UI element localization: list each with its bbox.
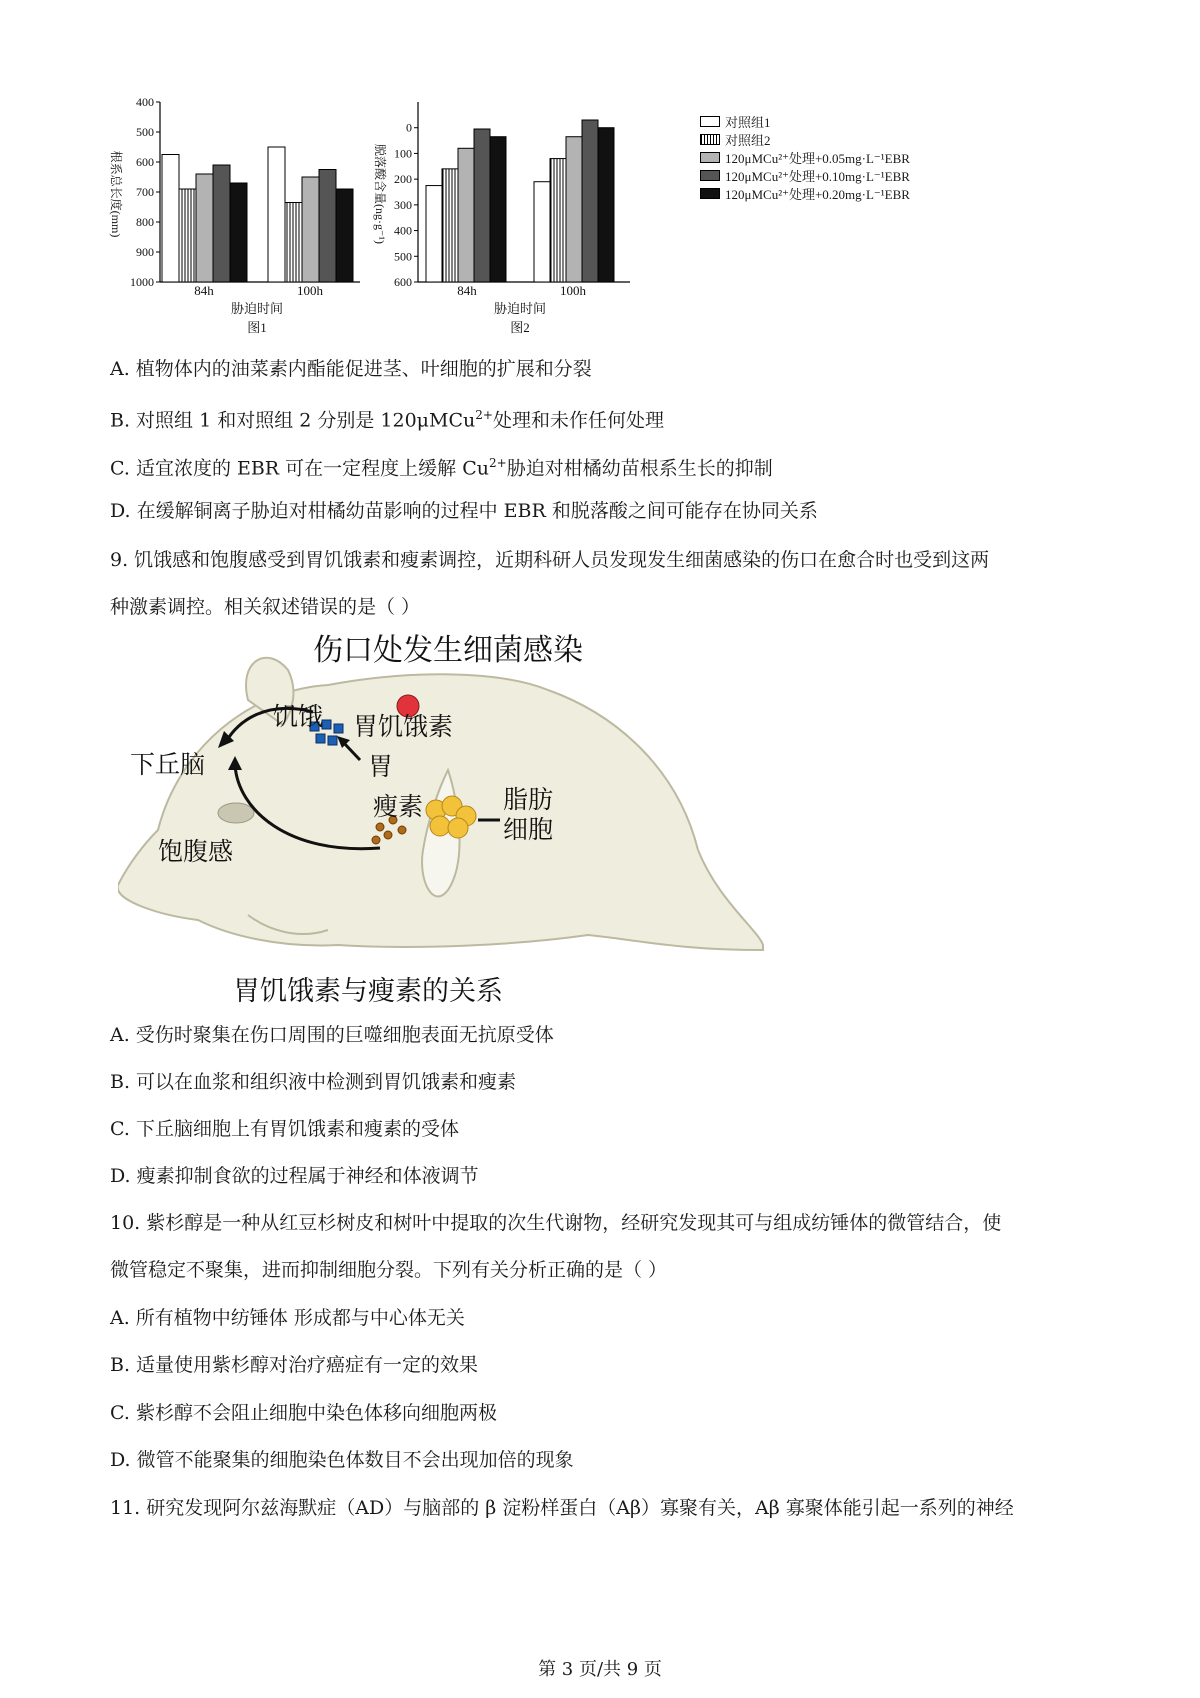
fig1-xlabel: 胁迫时间 [230, 301, 284, 316]
legend-label: 对照组1 [725, 114, 771, 130]
fig1-bar-control-1 [162, 155, 179, 283]
q9-stem-line-1: 9. 饥饿感和饱腹感受到胃饥饿素和瘦素调控，近期科研人员发现发生细菌感染的伤口在愈合时也受到这两 [110, 549, 990, 571]
legend-swatch-control-1 [700, 116, 720, 127]
label-satiety: 饱腹感 [158, 837, 234, 866]
fig1-bar-ebr-020 [336, 189, 353, 282]
fig2-bar-ebr-005 [458, 148, 474, 282]
q8-option-d: D. 在缓解铜离子胁迫对柑橘幼苗影响的过程中 EBR 和脱落酸之间可能存在协同关系 [110, 500, 818, 522]
figure-caption: 胃饥饿素与瘦素的关系 [233, 976, 503, 1007]
legend-label: 120μMCu²⁺处理+0.10mg·L⁻¹EBR [725, 168, 910, 184]
fig2-ytick-label: 500 [394, 249, 412, 264]
q9-option-a: A. 受伤时聚集在伤口周围的巨噬细胞表面无抗原受体 [110, 1024, 554, 1046]
q10-option-a: A. 所有植物中纺锤体 形成都与中心体无关 [110, 1307, 465, 1329]
fig2-ytick-label: 100 [394, 146, 412, 161]
legend-swatch-ebr-010 [700, 170, 720, 181]
fig2-ytick-label: 600 [394, 275, 412, 289]
fig2-chart [373, 102, 630, 335]
q8-option-c-text-end: 胁迫对柑橘幼苗根系生长的抑制 [506, 457, 773, 480]
fig2-category-label-2: 100h [560, 283, 586, 298]
label-ghrelin: 胃饥饿素 [353, 712, 454, 741]
fig1-ytick-label: 500 [136, 125, 154, 139]
fig1-bar-ebr-005 [302, 177, 319, 282]
fig2-ytick-label: 0 [406, 120, 412, 135]
q8-option-c-text: C. 适宜浓度的 EBR 可在一定程度上缓解 Cu [110, 457, 489, 480]
fig2-xlabel: 胁迫时间 [493, 301, 547, 316]
fig2-bar-control-1 [426, 186, 442, 282]
fig1-caption: 图1 [247, 320, 267, 335]
fig1-ytick-label: 600 [136, 155, 154, 169]
fig2-ytick-label: 200 [394, 172, 412, 187]
label-fat-cell-1: 脂肪 [503, 785, 554, 814]
legend-label: 120μMCu²⁺处理+0.05mg·L⁻¹EBR [725, 150, 910, 166]
fig1-ytick-label: 900 [136, 245, 154, 259]
chart-legend [700, 112, 910, 202]
legend-swatch-ebr-020 [700, 188, 720, 199]
fig1-bar-control-1 [268, 147, 285, 282]
rat-hormone-figure [118, 630, 768, 1010]
fig1-ytick-label: 800 [136, 215, 154, 229]
fig1-bar-ebr-010 [213, 165, 230, 282]
fig2-ytick-label: 400 [394, 223, 412, 238]
label-hunger: 饥饿 [273, 702, 324, 731]
figure-title: 伤口处发生细菌感染 [313, 633, 583, 668]
fig1-ytick-label: 1000 [130, 275, 154, 289]
fig2-ytick-label: 300 [394, 197, 412, 212]
page-footer: 第 3 页/共 9 页 [538, 1659, 662, 1680]
q9-option-b: B. 可以在血浆和组织液中检测到胃饥饿素和瘦素 [110, 1071, 517, 1093]
fig2-category-label-1: 84h [457, 283, 477, 298]
fig1-bar-ebr-005 [196, 174, 213, 282]
q10-option-c: C. 紫杉醇不会阻止细胞中染色体移向细胞两极 [110, 1402, 497, 1424]
fig2-bar-control-1 [534, 182, 550, 282]
fig1-chart [109, 95, 360, 335]
fig2-bar-ebr-005 [566, 137, 582, 282]
label-stomach: 胃 [368, 752, 394, 781]
fig1-bar-ebr-010 [319, 170, 336, 283]
q8-option-c [110, 450, 773, 481]
label-fat-cell-2: 细胞 [503, 815, 554, 844]
q8-option-b-text: B. 对照组 1 和对照组 2 分别是 120μMCu [110, 409, 476, 432]
q8-option-b-text-end: 处理和未作任何处理 [492, 409, 664, 432]
fig2-caption: 图2 [510, 320, 530, 335]
fig1-bar-control-2 [285, 203, 302, 283]
fig2-bar-ebr-020 [598, 128, 614, 282]
superscript: 2+ [488, 456, 507, 470]
q8-option-a: A. 植物体内的油菜素内酯能促进茎、叶细胞的扩展和分裂 [110, 358, 592, 380]
fig2-ylabel: 脱落酸含量(ng·g⁻¹) [373, 144, 387, 244]
legend-label: 对照组2 [725, 132, 771, 148]
fig2-bar-control-2 [550, 159, 566, 282]
q8-option-b [110, 402, 664, 433]
fig1-ytick-label: 400 [136, 95, 154, 109]
charts-figure [100, 92, 690, 342]
legend-label: 120μMCu²⁺处理+0.20mg·L⁻¹EBR [725, 186, 910, 202]
fig2-bar-control-2 [442, 169, 458, 282]
legend-item [700, 148, 910, 166]
legend-item [700, 166, 910, 184]
q11-stem-line-1: 11. 研究发现阿尔兹海默症（AD）与脑部的 β 淀粉样蛋白（Aβ）寡聚有关，Aβ 寡聚体能引起一系列的神经 [110, 1497, 1014, 1519]
q10-option-b: B. 适量使用紫杉醇对治疗癌症有一定的效果 [110, 1354, 479, 1376]
q10-option-d: D. 微管不能聚集的细胞染色体数目不会出现加倍的现象 [110, 1449, 574, 1471]
fig2-bar-ebr-010 [474, 129, 490, 282]
superscript: 2+ [475, 408, 493, 422]
fig1-bar-control-2 [179, 189, 196, 282]
legend-swatch-ebr-005 [700, 152, 720, 163]
fig1-ylabel: 根系总长度(mm) [109, 150, 123, 238]
fig1-ytick-label: 700 [136, 185, 154, 199]
legend-item [700, 184, 910, 202]
label-hypothalamus: 下丘脑 [130, 750, 206, 779]
legend-item [700, 112, 910, 130]
q10-stem-line-2: 微管稳定不聚集，进而抑制细胞分裂。下列有关分析正确的是（ ） [110, 1259, 668, 1281]
fig1-bar-ebr-020 [230, 183, 247, 282]
legend-swatch-control-2 [700, 134, 720, 145]
q9-stem-line-2: 种激素调控。相关叙述错误的是（ ） [110, 596, 421, 618]
fig1-category-label-2: 100h [297, 283, 323, 298]
q9-option-c: C. 下丘脑细胞上有胃饥饿素和瘦素的受体 [110, 1118, 459, 1140]
fig1-category-label-1: 84h [194, 283, 214, 298]
fig2-bar-ebr-020 [490, 137, 506, 282]
q9-option-d: D. 瘦素抑制食欲的过程属于神经和体液调节 [110, 1165, 479, 1187]
fig2-bar-ebr-010 [582, 120, 598, 282]
label-leptin: 瘦素 [373, 792, 424, 821]
legend-item [700, 130, 910, 148]
q10-stem-line-1: 10. 紫杉醇是一种从红豆杉树皮和树叶中提取的次生代谢物，经研究发现其可与组成纺锤体的微管结合，使 [110, 1212, 1002, 1234]
